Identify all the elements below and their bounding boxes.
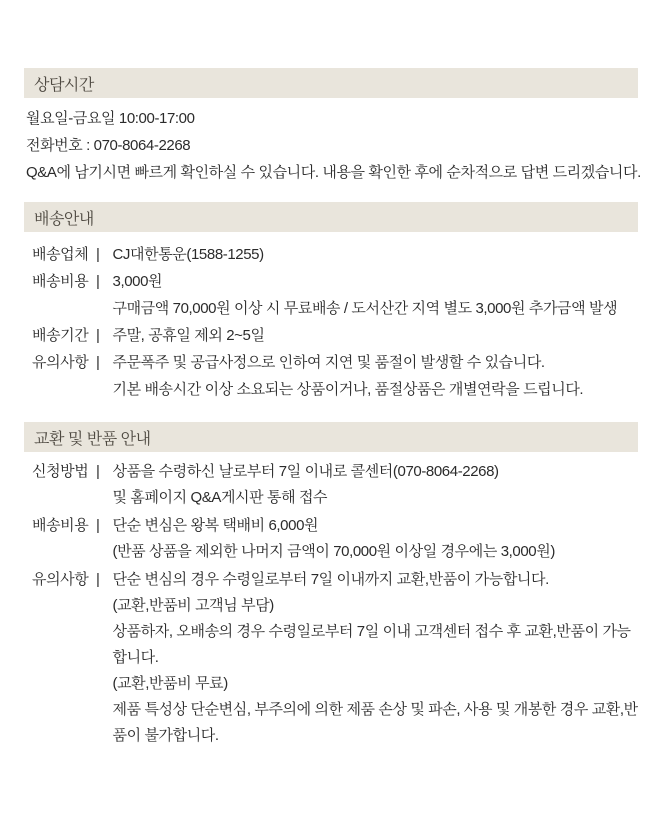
row-label: 신청방법 (32, 463, 89, 480)
row-label: 배송비용 (32, 517, 89, 534)
row-content (113, 513, 639, 565)
info-line: 전화번호 : 070-8064-2268 (26, 137, 191, 154)
label-separator: | (96, 273, 100, 290)
label-separator: | (96, 517, 100, 534)
section-title: 교환 및 반품 안내 (34, 430, 151, 448)
info-row (24, 322, 638, 349)
label-separator: | (96, 463, 100, 480)
info-row (24, 241, 638, 268)
info-row (24, 459, 638, 511)
info-line: 기본 배송시간 이상 소요되는 상품이거나, 품절상품은 개별연락을 드립니다. (112, 381, 584, 398)
row-content (113, 567, 639, 749)
shipping-rows (24, 232, 638, 422)
section-title: 배송안내 (34, 210, 94, 228)
info-line: 월요일-금요일 10:00-17:00 (26, 110, 195, 127)
info-line: CJ대한통운(1588-1255) (112, 246, 264, 263)
info-line: 제품 특성상 단순변심, 부주의에 의한 제품 손상 및 파손, 사용 및 개봉한 경우 교환,반품이 불가합니다. (112, 701, 638, 744)
section-exchange-return-info (24, 422, 638, 749)
consultation-body (24, 98, 641, 202)
info-line: Q&A에 남기시면 빠르게 확인하실 수 있습니다. 내용을 확인한 후에 순차적으로 답변 드리겠습니다. (26, 164, 641, 181)
section-shipping-info (24, 202, 638, 422)
info-row (24, 268, 638, 322)
row-content (113, 349, 639, 403)
row-content (113, 322, 639, 349)
row-content (113, 268, 639, 322)
info-row (24, 513, 638, 565)
row-label: 배송업체 (32, 246, 89, 263)
section-consultation-hours (24, 68, 641, 202)
section-header-exchange-return-info (24, 422, 638, 452)
info-line: 3,000원 (112, 273, 163, 290)
row-label: 유의사항 (32, 571, 89, 588)
info-row (24, 349, 638, 403)
row-label: 유의사항 (32, 354, 89, 371)
info-line: 구매금액 70,000원 이상 시 무료배송 / 도서산간 지역 별도 3,000원 추가금액 발생 (112, 300, 618, 317)
info-line: 상품을 수령하신 날로부터 7일 이내로 콜센터(070-8064-2268) (112, 463, 499, 480)
row-label: 배송기간 (32, 327, 89, 344)
exchange-return-rows (24, 452, 638, 749)
label-separator: | (96, 327, 100, 344)
row-content (113, 459, 639, 511)
label-separator: | (96, 571, 100, 588)
info-line: 주말, 공휴일 제외 2~5일 (112, 327, 265, 344)
section-header-consultation-hours (24, 68, 638, 98)
label-separator: | (96, 246, 100, 263)
section-header-shipping-info (24, 202, 638, 232)
info-line: 단순 변심은 왕복 택배비 6,000원 (112, 517, 319, 534)
row-label: 배송비용 (32, 273, 89, 290)
info-row (24, 567, 638, 749)
info-line: (반품 상품을 제외한 나머지 금액이 70,000원 이상일 경우에는 3,000원) (112, 543, 555, 560)
label-separator: | (96, 354, 100, 371)
section-title: 상담시간 (34, 76, 94, 94)
info-line: (교환,반품비 고객님 부담) (112, 597, 274, 614)
info-line: (교환,반품비 무료) (112, 675, 228, 692)
info-line: 단순 변심의 경우 수령일로부터 7일 이내까지 교환,반품이 가능합니다. (112, 571, 549, 588)
info-line: 주문폭주 및 공급사정으로 인하여 지연 및 품절이 발생할 수 있습니다. (112, 354, 545, 371)
info-line: 및 홈페이지 Q&A게시판 통해 접수 (112, 489, 328, 506)
info-line: 상품하자, 오배송의 경우 수령일로부터 7일 이내 고객센터 접수 후 교환,반품이 가능합니다. (112, 623, 631, 666)
row-content (113, 241, 639, 268)
